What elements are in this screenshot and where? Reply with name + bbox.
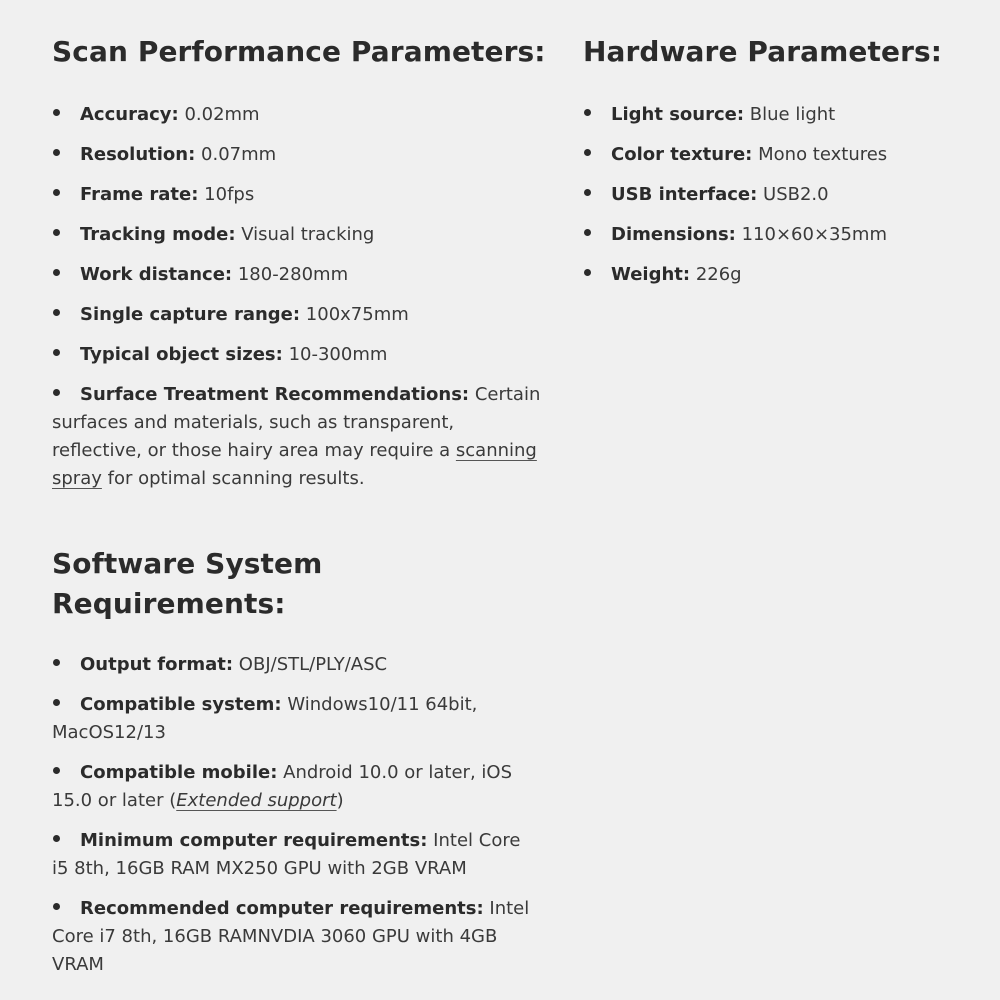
item-value: 110×60×35mm — [735, 224, 887, 245]
scan-performance-heading: Scan Performance Parameters: — [52, 35, 546, 68]
list-item-weight — [583, 261, 983, 289]
list-item-resolution — [52, 141, 547, 169]
item-value: OBJ/STL/PLY/ASC — [233, 654, 388, 675]
item-value: 226g — [690, 264, 742, 285]
item-key: Light source: — [611, 104, 745, 125]
hardware-parameters-heading: Hardware Parameters: — [583, 35, 943, 68]
list-item-output-format — [52, 651, 532, 679]
list-item-frame-rate — [52, 181, 547, 209]
item-value: 0.07mm — [195, 144, 277, 165]
item-value: Blue light — [744, 104, 836, 125]
list-item-compatible-mobile — [52, 759, 532, 815]
item-value: Windows10/11 64bit, MacOS12/13 — [52, 694, 478, 743]
list-item-minimum-requirements — [52, 827, 532, 883]
list-item-surface-treatment — [52, 381, 547, 493]
item-value: Intel Core i5 8th, 16GB RAM MX250 GPU with 2GB VRAM — [52, 830, 521, 879]
software-requirements-heading: Software System Requirements: — [52, 547, 323, 620]
item-value: 10fps — [198, 184, 255, 205]
item-key: Color texture: — [611, 144, 753, 165]
item-text: Android 10.0 or later, iOS 15.0 or later ( — [52, 762, 512, 811]
item-key: Work distance: — [80, 264, 233, 285]
item-key: Dimensions: — [611, 224, 736, 245]
item-key: Typical object sizes: — [80, 344, 283, 365]
item-key: USB interface: — [611, 184, 758, 205]
software-requirements-list — [52, 651, 532, 991]
item-key: Resolution: — [80, 144, 196, 165]
list-item-work-distance — [52, 261, 547, 289]
hardware-parameters-list — [583, 101, 983, 301]
item-key: Minimum computer requirements: — [80, 830, 428, 851]
list-item-accuracy — [52, 101, 547, 129]
item-key: Weight: — [611, 264, 691, 285]
list-item-color-texture — [583, 141, 983, 169]
item-key: Compatible mobile: — [80, 762, 278, 783]
item-value: Visual tracking — [235, 224, 375, 245]
list-item-light-source — [583, 101, 983, 129]
item-value: Intel Core i7 8th, 16GB RAMNVDIA 3060 GPU with 4GB VRAM — [52, 898, 530, 975]
item-value: USB2.0 — [757, 184, 829, 205]
scan-performance-list — [52, 101, 547, 505]
list-item-typical-object-sizes — [52, 341, 547, 369]
item-key: Tracking mode: — [80, 224, 236, 245]
list-item-single-capture-range — [52, 301, 547, 329]
item-text: Certain surfaces and materials, such as transparent, reflective, or those hairy area may require a — [52, 384, 541, 461]
list-item-recommended-requirements — [52, 895, 532, 979]
item-value: 0.02mm — [178, 104, 260, 125]
item-key: Surface Treatment Recommendations: — [80, 384, 470, 405]
item-value: 100x75mm — [300, 304, 409, 325]
item-text: ) — [336, 790, 344, 811]
list-item-tracking-mode — [52, 221, 547, 249]
item-text: for optimal scanning results. — [101, 468, 365, 489]
scanning-spray-link[interactable]: scanning spray — [52, 440, 537, 489]
item-key: Single capture range: — [80, 304, 301, 325]
list-item-usb-interface — [583, 181, 983, 209]
list-item-dimensions — [583, 221, 983, 249]
list-item-compatible-system — [52, 691, 532, 747]
item-key: Accuracy: — [80, 104, 179, 125]
item-value: 10-300mm — [282, 344, 388, 365]
extended-support-link[interactable]: Extended support — [176, 790, 337, 811]
item-value: Mono textures — [752, 144, 888, 165]
item-key: Recommended computer requirements: — [80, 898, 484, 919]
item-key: Compatible system: — [80, 694, 282, 715]
item-value: 180-280mm — [232, 264, 349, 285]
item-key: Frame rate: — [80, 184, 199, 205]
item-key: Output format: — [80, 654, 234, 675]
